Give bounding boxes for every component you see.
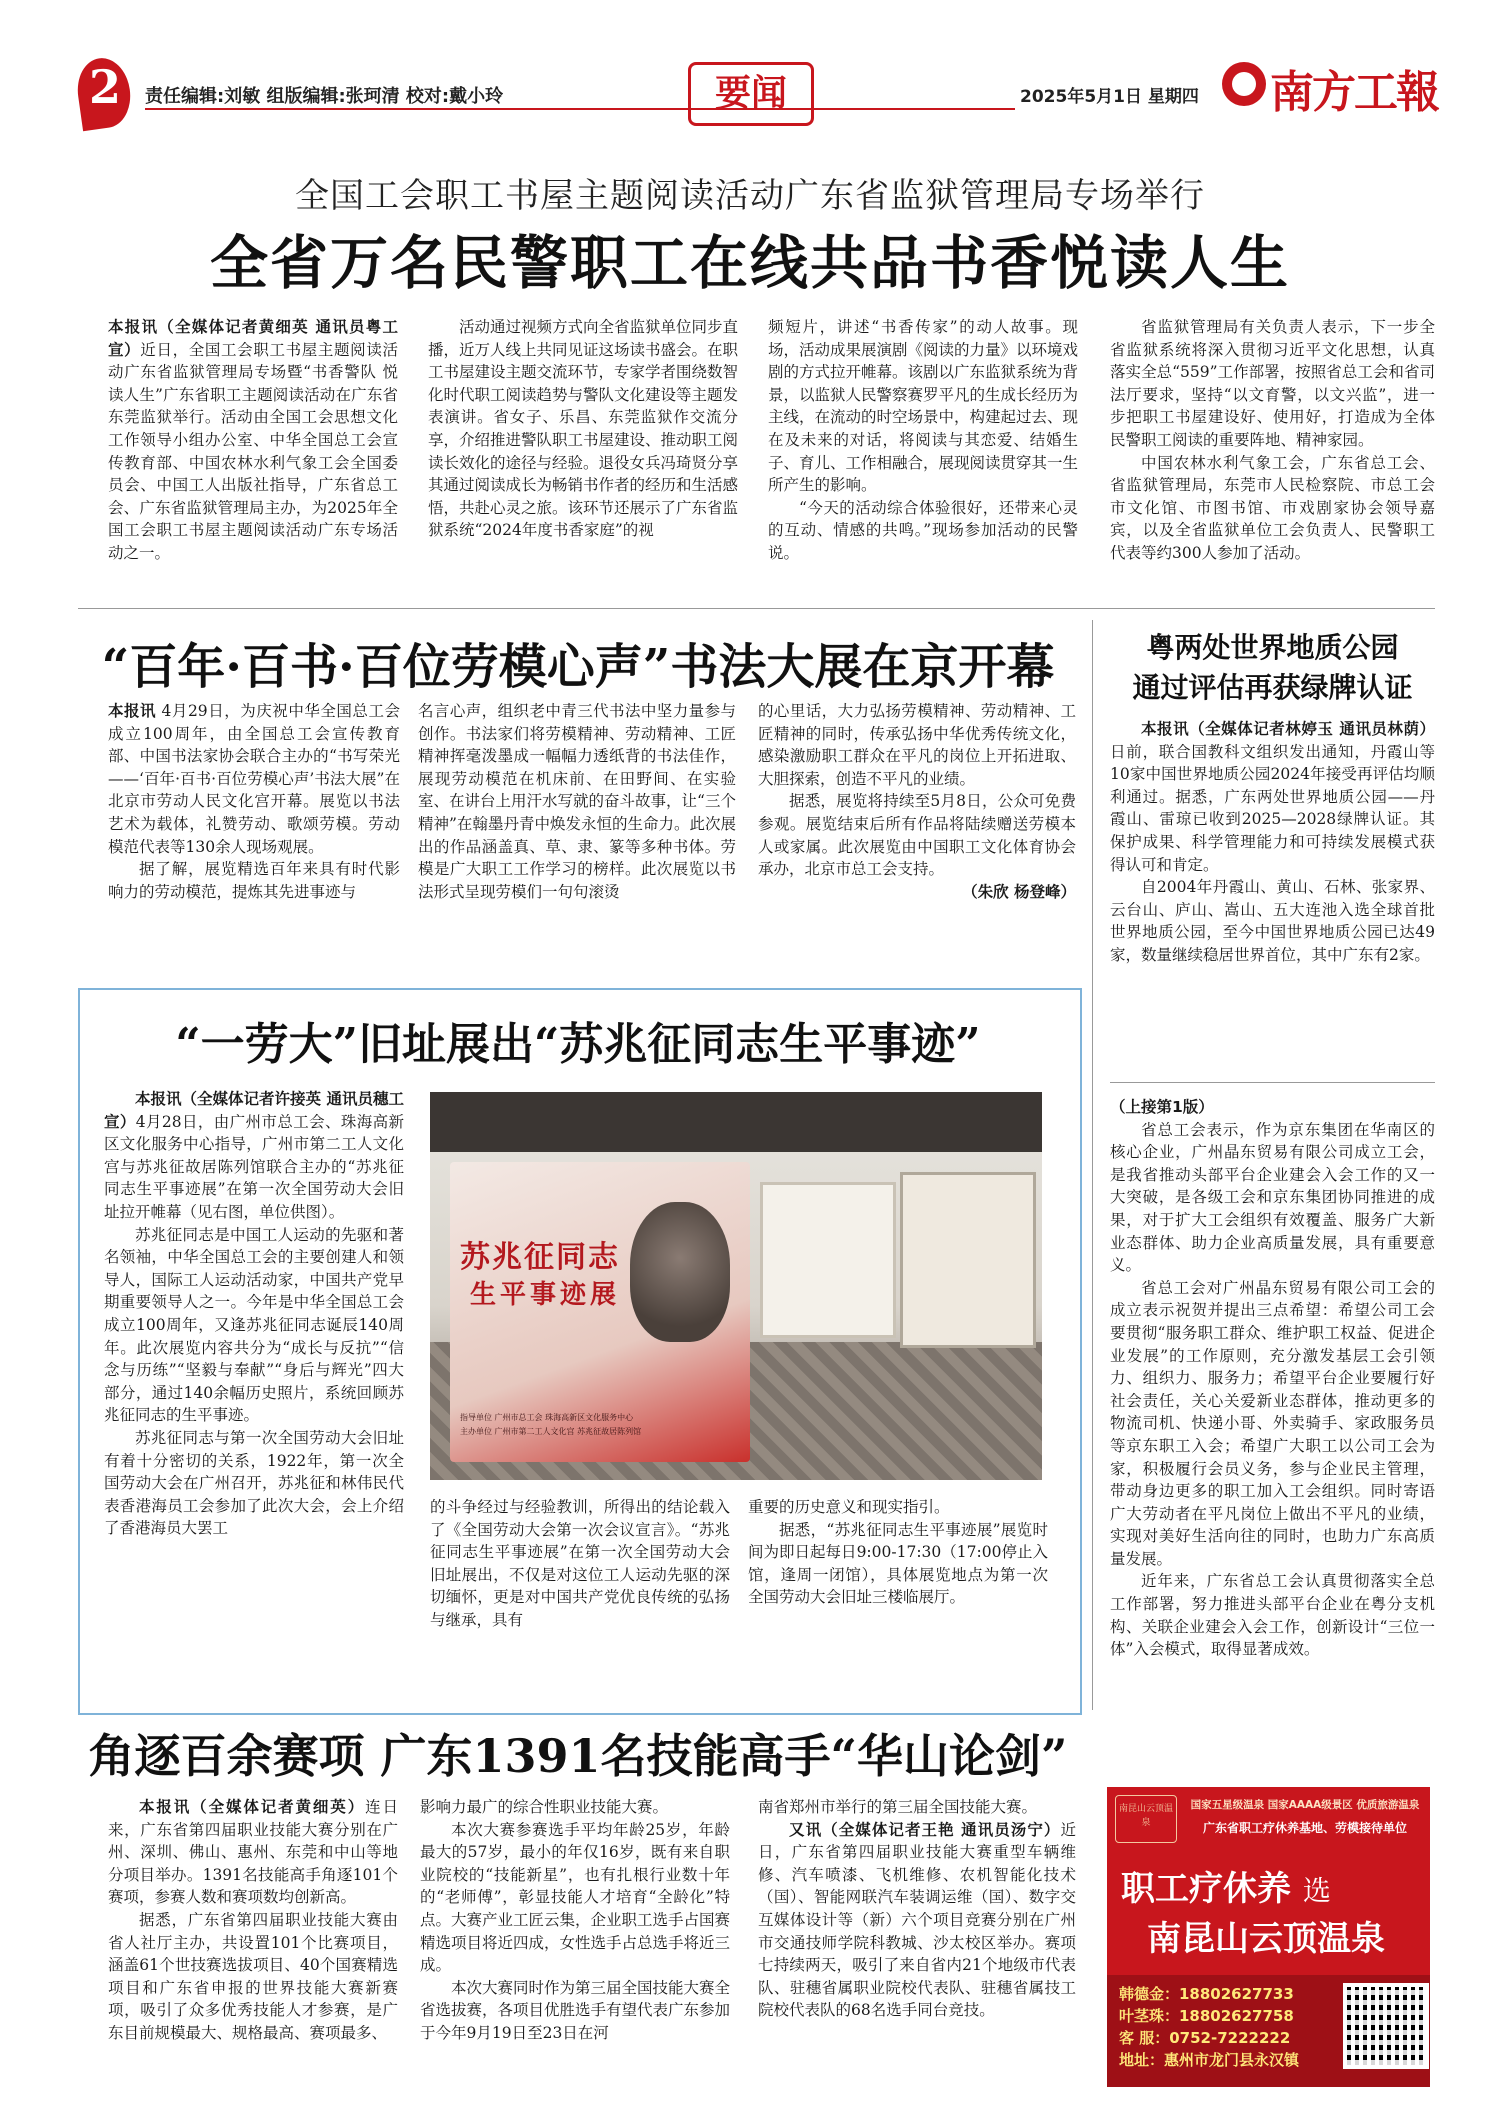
- article2-col1-p2: 据了解，展览精选百年来具有时代影响力的劳动模范，提炼其先进事迹与: [108, 860, 400, 901]
- article4-headline: 角逐百余赛项 广东1391名技能高手“华山论剑”: [88, 1729, 1068, 1783]
- continued-tag: （上接第1版）: [1110, 1098, 1214, 1116]
- article1-kicker: 全国工会职工书屋主题阅读活动广东省监狱管理局专场举行: [295, 176, 1205, 216]
- article3-col1: [104, 1088, 404, 1540]
- article2-col2-text: 名言心声，组织老中青三代书法中坚力量参与创作。书法家们将劳模精神、劳动精神、工匠精神挥毫泼墨成一幅幅力透纸背的书法佳作，展现劳动模范在机床前、在田野间、在实验室、在讲台上用汗水写就的奋斗故事，让“三个精神”在翰墨丹青中焕发永恒的生命力。此次展出的作品涵盖真、草、隶、篆等多种书体。劳模是广大职工工作学习的榜样。此次展览以书法形式呈现劳模们一句句滚烫: [418, 702, 736, 901]
- side-article-p2: 自2004年丹霞山、黄山、石林、张家界、云台山、庐山、嵩山、五大连池入选全球首批世界地质公园，至今中国世界地质公园已达49家，数量继续稳居世界首位，其中广东有2家。: [1110, 878, 1435, 964]
- ad-contact-service: 客 服：0752-7222222: [1119, 2029, 1291, 2047]
- ad-address: 地址：惠州市龙门县永汉镇: [1119, 2051, 1300, 2069]
- ad-title-line2: 南昆山云顶温泉: [1147, 1919, 1385, 1959]
- ad-contact-phone-1: 韩德金：18802627733: [1119, 1985, 1294, 2003]
- article3-col3-p2: 据悉，“苏兆征同志生平事迹展”展览时间为即日起每日9:00-17:30（17:00停止入馆，逢周一闭馆），具体展览地点为第一次全国劳动大会旧址三楼临展厅。: [748, 1520, 1048, 1607]
- article2-lead: 本报讯: [108, 702, 157, 720]
- article3-col1-p3: 苏兆征同志与第一次全国劳动大会旧址有着十分密切的关系，1922年，第一次全国劳动大会在广州召开，苏兆征和林伟民代表香港海员工会参加了此次大会，会上介绍了香港海员大罢工: [104, 1428, 404, 1538]
- ad-brand-logo: [1115, 1795, 1177, 1843]
- article3-col3-p1: 重要的历史意义和现实指引。: [748, 1498, 950, 1516]
- side-article-headline: [1110, 628, 1435, 708]
- article4-col3-lead: 又讯（全媒体记者王艳 通讯员汤宁）: [789, 1820, 1061, 1839]
- article4-col3: [758, 1796, 1076, 2022]
- continued-p3: 近年来，广东省总工会认真贯彻落实全总工作部署，努力推进头部平台企业在粤分支机构、关联企业建会入会工作，创新设计“三位一体”入会模式，取得显著成效。: [1110, 1572, 1435, 1659]
- ad-contacts: [1119, 1983, 1299, 2071]
- article4-col2-p3: 本次大赛同时作为第三届全国技能大赛全省选拔赛，各项目优胜选手有望代表广东参加于今年9月19日至23日在河: [420, 1978, 731, 2042]
- ad-badges: 国家五星级温泉 国家AAAA级景区 优质旅游温泉: [1190, 1799, 1420, 1811]
- ad-brand-text: 南昆山云顶温泉: [1118, 1804, 1173, 1828]
- portrait-icon: [630, 1202, 730, 1342]
- qr-pattern: [1347, 1987, 1425, 2065]
- ad-contact-phone-2: 叶茎珠：18802627758: [1119, 2007, 1294, 2025]
- article3-col1-p1: 4月28日，由广州市总工会、珠海高新区文化服务中心指导，广州市第二工人文化宫与苏兆征故居陈列馆联合主办的“苏兆征同志生平事迹展”在第一次全国劳动大会旧址拉开帷幕（见右图，单位供图）。: [104, 1112, 404, 1221]
- page-number: 2: [88, 60, 121, 114]
- qr-code-icon[interactable]: [1343, 1983, 1429, 2069]
- article2-col3-p2: 据悉，展览将持续至5月8日，公众可免费参观。展览结束后所有作品将陆续赠送劳模本人或家属。此次展览由中国职工文化体育协会承办，北京市总工会支持。: [758, 792, 1076, 879]
- continued-article: [1110, 1096, 1435, 1661]
- article2-signature: （朱欣 杨登峰）: [962, 882, 1076, 901]
- article4-col2-p1: 影响力最广的综合性职业技能大赛。: [420, 1798, 669, 1816]
- dateline: 2025年5月1日 星期四: [1020, 87, 1199, 107]
- photo-ceiling: [430, 1092, 1042, 1152]
- ad-title-select: 选: [1302, 1874, 1331, 1907]
- article1-col4: [1110, 316, 1435, 565]
- article4-col2-body: [420, 1796, 730, 2045]
- article3-col1-p2: 苏兆征同志是中国工人运动的先驱和著名领袖，中华全国总工会的主要创建人和领导人，国际工人运动活动家，中国共产党早期重要领导人之一。今年是中华全国总工会成立100周年，又逢苏兆征同志诞辰140周年。此次展览内容共分为“成长与反抗”“信念与历练”“坚毅与奉献”“身后与辉光”四大部分，通过140余幅历史照片，系统回顾苏兆征同志的生平事迹。: [104, 1225, 404, 1425]
- article2-col2: [418, 700, 736, 903]
- logo-inner-mark: [1232, 72, 1256, 96]
- banner-title-line1: 苏兆征同志: [460, 1240, 620, 1275]
- article1-col3-p1: 频短片，讲述“书香传家”的动人故事。现场，活动成果展演剧《阅读的力量》以环境戏剧的方式拉开帷幕。该剧以广东监狱系统为背景，以监狱人民警察赛罗平凡的生成长经历为主线，在流动的时空场景中，构建起过去、现在及未来的对话，将阅读与其恋爱、结婚生子、育儿、工作相融合，展现阅读贯穿其一生所产生的影响。: [768, 318, 1079, 495]
- article4-lead: 本报讯（全媒体记者黄细英）: [139, 1798, 366, 1816]
- photo-display-panel: [900, 1172, 1036, 1348]
- side-headline-line2: 通过评估再获绿牌认证: [1132, 671, 1413, 704]
- article1-col1-text: 近日，全国工会职工书屋主题阅读活动广东省监狱管理局专场暨“书香警队 悦读人生”广东省职工主题阅读活动在广东省东莞监狱举行。活动由全国工会思想文化工作领导小组办公室、中华全国总工会宣传教育部、中国农林水利气象工会全国委员会、中国工人出版社指导，广东省总工会、广东省监狱管理局主办，为2025年全国工会职工书屋主题阅读活动广东专场活动之一。: [108, 340, 398, 562]
- banner-credit-line2: 主办单位 广州市第二工人文化宫 苏兆征故居陈列馆: [460, 1427, 642, 1436]
- continued-p1: 省总工会表示，作为京东集团在华南区的核心企业，广州晶东贸易有限公司成立工会，是我省推动头部平台企业建会入会工作的又一大突破，是各级工会和京东集团协同推进的成果，对于扩大工会组织有效覆盖、服务广大新业态群体、助力企业高质量发展，具有重要意义。: [1110, 1120, 1435, 1275]
- article2-col3: [758, 700, 1076, 903]
- vertical-divider: [1092, 620, 1093, 1710]
- photo-banner: [450, 1162, 750, 1462]
- ad-subtitle: 广东省职工疗休养基地、劳模接待单位: [1202, 1821, 1407, 1835]
- newspaper-logo: 南方工報: [1270, 67, 1438, 118]
- article1-col2-text: 活动通过视频方式向全省监狱单位同步直播，近万人线上共同见证这场读书盛会。在职工书屋建设主题交流环节，专家学者围绕数智化时代职工阅读趋势与警队文化建设等主题发表演讲。省女子、乐昌、东莞监狱作交流分享，介绍推进警队职工书屋建设、推动职工阅读长效化的途径与经验。退役女兵冯琦贤分享其通过阅读成长为畅销书作者的经历和生活感悟，共赴心灵之旅。该环节还展示了广东省监狱系统“2024年度书香家庭”的视: [428, 318, 739, 540]
- article2-col1: [108, 700, 400, 903]
- article4-col1: [108, 1796, 398, 2045]
- ad-title-line1: [1121, 1861, 1331, 1910]
- article3-col2-text: 的斗争经过与经验教训，所得出的结论载入了《全国劳动大会第一次会议宣言》。“苏兆征同志生平事迹展”在第一次全国劳动大会旧址展出，不仅是对这位工人运动先驱的深切缅怀，更是对中国共产党优良传统的弘扬与继承，具有: [430, 1498, 730, 1629]
- banner-credit-line1: 指导单位 广州市总工会 珠海高新区文化服务中心: [460, 1413, 634, 1422]
- article1-col4-p1: 省监狱管理局有关负责人表示，下一步全省监狱系统将深入贯彻习近平文化思想，认真落实全总“559”工作部署，按照省总工会和省司法厅要求，坚持“以文育警，以文兴监”，进一步把职工书屋建设好、使用好，打造成为全体民警职工阅读的重要阵地、精神家园。: [1110, 318, 1435, 449]
- article1-col3: [768, 316, 1078, 565]
- article3-headline: “一劳大”旧址展出“苏兆征同志生平事迹”: [175, 1019, 981, 1070]
- article1-headline: 全省万名民警职工在线共品书香悦读人生: [209, 229, 1290, 297]
- article1-col2: [428, 316, 738, 542]
- hot-spring-advertisement[interactable]: [1107, 1787, 1430, 2087]
- article3-col3: [748, 1496, 1048, 1609]
- side-headline-line1: 粤两处世界地质公园: [1146, 631, 1399, 664]
- divider: [1110, 1082, 1435, 1083]
- article1-col3-p2: “今天的活动综合体验很好，还带来心灵的互动、情感的共鸣。”现场参加活动的民警说。: [768, 498, 1078, 562]
- article2-col3-p1: 的心里话，大力弘扬劳模精神、劳动精神、工匠精神的同时，传承弘扬中华优秀传统文化，感染激励职工群众在平凡的岗位上开拓进取、大胆探索，创造不平凡的业绩。: [758, 702, 1076, 788]
- exhibition-photo: [430, 1092, 1042, 1480]
- article4-col3-p1: 南省郑州市举行的第三届全国技能大赛。: [758, 1798, 1038, 1816]
- article4-col3-p2: 近日，广东省第四届职业技能大赛重型车辆维修、汽车喷漆、飞机维修、农机智能化技术（国）、智能网联汽车装调运维（国）、数字交互媒体设计等（新）六个项目竞赛分别在广州市交通技师学院科教城、沙太校区举办。赛项七持续两天，吸引了来自省内21个地级市代表队、驻穗省属职业院校代表队、驻穗省属技工院校代表队的68名选手同台竞技。: [758, 1820, 1076, 2020]
- article1-col4-p2: 中国农林水利气象工会，广东省总工会、省监狱管理局，东莞市人民检察院、市总工会市文化馆、市图书馆、市戏剧家协会领导嘉宾，以及全省监狱单位工会负责人、民警职工代表等约300人参加了活动。: [1110, 453, 1435, 562]
- side-article-p1: 日前，联合国教科文组织发出通知，丹霞山等10家中国世界地质公园2024年接受再评估均顺利通过。据悉，广东两处世界地质公园——丹霞山、雷琼已收到2025—2028绿牌认证。其保护成果、科学管理能力和可持续发展模式获得认可和肯定。: [1110, 742, 1435, 874]
- article4-col1-p1: 连日来，广东省第四届职业技能大赛分别在广州、深圳、佛山、惠州、东莞和中山等地分项目举办。1391名技能高手角逐101个赛项，参赛人数和赛项数均创新高。: [108, 1798, 398, 1907]
- article2-col1-p1: 4月29日，为庆祝中华全国总工会成立100周年，由全国总工会宣传教育部、中国书法家协会联合主办的“书写荣光——‘百年·百书·百位劳模心声’书法大展”在北京市劳动人民文化宫开幕。展览以书法艺术为载体，礼赞劳动、歌颂劳模。劳动模范代表等130余人现场观展。: [108, 702, 400, 856]
- article1-lead: 本报讯（全媒体记者黄细英 通讯员粤工宣）: [108, 318, 398, 359]
- continued-p2: 省总工会对广州晶东贸易有限公司工会的成立表示祝贺并提出三点希望：希望公司工会要贯彻“服务职工群众、维护职工权益、促进企业发展”的工作原则，充分激发基层工会引领力、组织力、服务力；希望平台企业要履行好社会责任，关心关爱新业态群体，推动更多的物流司机、快递小哥、外卖骑手、家政服务员等京东职工入会；希望广大职工以公司工会为家，积极履行会员义务，参与企业民主管理，带动身边更多的职工加入工会组织。同时寄语广大劳动者在平凡岗位上做出不平凡的业绩，实现对美好生活向往的同时，也助力广东高质量发展。: [1110, 1278, 1435, 1568]
- article3-col2: [430, 1496, 730, 1632]
- banner-title-line2: 生平事迹展: [470, 1280, 621, 1310]
- article1-col1: [108, 316, 398, 565]
- article4-col1-p2: 据悉，广东省第四届职业技能大赛由省人社厅主办，共设置101个比赛项目，涵盖61个世技赛选拔项目、40个国赛精选项目和广东省申报的世界技能大赛新赛项，吸引了众多优秀技能人才参赛，是广东目前规模最大、规格最高、赛项最多、: [108, 1910, 398, 2042]
- staff-credits: 责任编辑:刘敏 组版编辑:张珂清 校对:戴小玲: [145, 86, 504, 107]
- ad-title-main: 职工疗休养: [1121, 1869, 1291, 1909]
- photo-display-panel: [760, 1182, 896, 1338]
- side-article-lead: 本报讯（全媒体记者林婷玉 通讯员林荫）: [1141, 720, 1435, 738]
- header-rule: [145, 108, 1015, 110]
- article3-lead: 本报讯（全媒体记者许接英 通讯员穗工宣）: [104, 1090, 404, 1131]
- article4-col2-p2: 本次大赛参赛选手平均年龄25岁，年龄最大的57岁，最小的年仅16岁，既有来自职业院校的“技能新星”，也有扎根行业数十年的“老师傅”，彰显技能人才培育“全龄化”特点。大赛产业工匠云集，企业职工选手占国赛精选项目将近四成，女性选手占总选手将近三成。: [420, 1820, 731, 1975]
- divider: [78, 608, 1435, 609]
- section-tag: 要闻: [688, 62, 814, 126]
- side-article-body: [1110, 718, 1435, 967]
- article2-headline: “百年·百书·百位劳模心声”书法大展在京开幕: [101, 639, 1055, 695]
